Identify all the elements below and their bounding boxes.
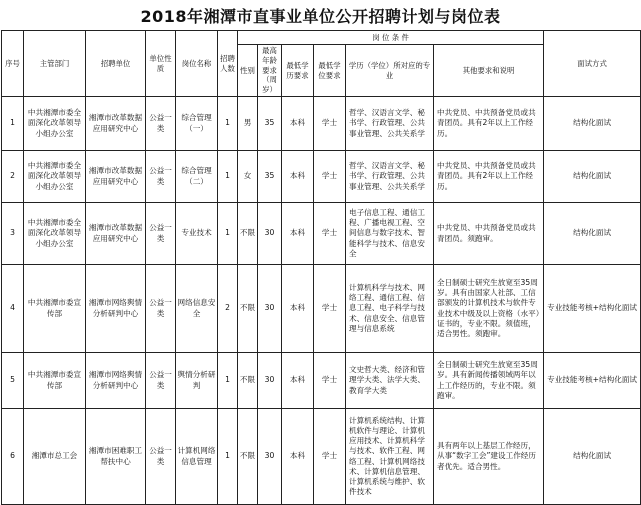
cell-gender: 不限	[238, 353, 258, 409]
cell-exam: 结构化面试	[544, 409, 641, 505]
cell-unit: 湘潭市困难职工帮扶中心	[86, 409, 146, 505]
cell-min-edu: 本科	[282, 353, 314, 409]
cell-min-edu: 本科	[282, 265, 314, 353]
cell-unit: 湘潭市网络舆情分析研判中心	[86, 265, 146, 353]
cell-nature: 公益一类	[146, 203, 176, 265]
cell-seq: 6	[2, 409, 24, 505]
cell-min-degree: 学士	[314, 265, 346, 353]
cell-max-age: 35	[258, 151, 282, 203]
cell-major: 计算机系统结构、计算机软件与理论、计算机应用技术、计算机科学与技术、软件工程、网络工程、计算机网络技术、计算机信息管理、计算机系统与维护、软件技术	[346, 409, 434, 505]
cell-count: 1	[218, 353, 238, 409]
cell-post: 网络信息安全	[176, 265, 218, 353]
table-row	[2, 265, 641, 353]
cell-unit: 湘潭市网络舆情分析研判中心	[86, 353, 146, 409]
cell-min-edu: 本科	[282, 151, 314, 203]
cell-post: 综合管理（一）	[176, 97, 218, 151]
cell-min-degree: 学士	[314, 353, 346, 409]
cell-other: 具有两年以上基层工作经历，从事“数字工会”建设工作经历者优先。适合男性。	[434, 409, 544, 505]
cell-gender: 男	[238, 97, 258, 151]
header-post: 岗位名称	[176, 31, 218, 97]
cell-post: 专业技术	[176, 203, 218, 265]
cell-gender: 不限	[238, 203, 258, 265]
cell-major: 哲学、汉语言文学、秘书学、行政管理、公共事业管理、公共关系学	[346, 151, 434, 203]
header-unit: 招聘单位	[86, 31, 146, 97]
cell-other: 全日制硕士研究生放宽至35周岁。具有新闻传播领域两年以上工作经历的，专业不限。须跑审。	[434, 353, 544, 409]
cell-nature: 公益一类	[146, 353, 176, 409]
cell-dept: 中共湘潭市委全面深化改革领导小组办公室	[24, 203, 86, 265]
cell-other: 全日制硕士研究生放宽至35周岁。具有由国家人社部、工信部颁发的计算机技术与软件专业技术中级及以上资格（水平）证书的，专业不限。须值班，适合男性。须跑审。	[434, 265, 544, 353]
cell-seq: 3	[2, 203, 24, 265]
cell-seq: 4	[2, 265, 24, 353]
cell-seq: 1	[2, 97, 24, 151]
cell-dept: 中共湘潭市委全面深化改革领导小组办公室	[24, 151, 86, 203]
table-row	[2, 97, 641, 151]
header-row-1	[2, 31, 641, 45]
cell-unit: 湘潭市改革数据应用研究中心	[86, 203, 146, 265]
cell-gender: 不限	[238, 265, 258, 353]
header-min-degree: 最低学位要求	[314, 45, 346, 97]
page-title: 2018年湘潭市直事业单位公开招聘计划与岗位表	[140, 7, 501, 26]
header-min-edu: 最低学历要求	[282, 45, 314, 97]
cell-count: 1	[218, 97, 238, 151]
cell-min-degree: 学士	[314, 97, 346, 151]
header-gender: 性别	[238, 45, 258, 97]
cell-max-age: 30	[258, 265, 282, 353]
cell-count: 1	[218, 409, 238, 505]
cell-post: 舆情分析研判	[176, 353, 218, 409]
cell-other: 中共党员、中共预备党员或共青团员。具有2年以上工作经历。	[434, 151, 544, 203]
cell-exam: 专业技能考核+结构化面试	[544, 353, 641, 409]
cell-count: 1	[218, 151, 238, 203]
header-major: 学历（学位）所对应的专业	[346, 45, 434, 97]
cell-gender: 不限	[238, 409, 258, 505]
cell-major: 电子信息工程、通信工程、广播电视工程、空间信息与数字技术、智能科学与技术、信息安全	[346, 203, 434, 265]
cell-major: 文史哲大类、经济和管理学大类、法学大类、教育学大类	[346, 353, 434, 409]
cell-post: 综合管理（二）	[176, 151, 218, 203]
cell-dept: 中共湘潭市委宣传部	[24, 265, 86, 353]
cell-exam: 专业技能考核+结构化面试	[544, 265, 641, 353]
header-count: 招聘人数	[218, 31, 238, 97]
cell-nature: 公益一类	[146, 409, 176, 505]
cell-min-degree: 学士	[314, 409, 346, 505]
header-dept: 主管部门	[24, 31, 86, 97]
cell-min-edu: 本科	[282, 203, 314, 265]
cell-other: 中共党员、中共预备党员或共青团员。具有2年以上工作经历。	[434, 97, 544, 151]
cell-nature: 公益一类	[146, 97, 176, 151]
cell-max-age: 30	[258, 353, 282, 409]
cell-nature: 公益一类	[146, 265, 176, 353]
cell-post: 计算机网络信息管理	[176, 409, 218, 505]
recruitment-table	[1, 30, 641, 505]
cell-unit: 湘潭市改革数据应用研究中心	[86, 151, 146, 203]
header-exam: 面试方式	[544, 31, 641, 97]
header-other: 其他要求和说明	[434, 45, 544, 97]
cell-dept: 中共湘潭市委全面深化改革领导小组办公室	[24, 97, 86, 151]
cell-max-age: 30	[258, 203, 282, 265]
cell-max-age: 30	[258, 409, 282, 505]
table-row	[2, 151, 641, 203]
cell-nature: 公益一类	[146, 151, 176, 203]
cell-dept: 湘潭市总工会	[24, 409, 86, 505]
cell-exam: 结构化面试	[544, 151, 641, 203]
table-row	[2, 409, 641, 505]
cell-seq: 5	[2, 353, 24, 409]
cell-unit: 湘潭市改革数据应用研究中心	[86, 97, 146, 151]
header-conditions: 岗 位 条 件	[238, 31, 544, 45]
table-row	[2, 203, 641, 265]
cell-major: 哲学、汉语言文学、秘书学、行政管理、公共事业管理、公共关系学	[346, 97, 434, 151]
header-nature: 单位性质	[146, 31, 176, 97]
cell-count: 1	[218, 203, 238, 265]
cell-min-degree: 学士	[314, 151, 346, 203]
cell-other: 中共党员、中共预备党员或共青团员。须跑审。	[434, 203, 544, 265]
cell-seq: 2	[2, 151, 24, 203]
cell-min-edu: 本科	[282, 97, 314, 151]
cell-max-age: 35	[258, 97, 282, 151]
cell-dept: 中共湘潭市委宣传部	[24, 353, 86, 409]
cell-min-degree: 学士	[314, 203, 346, 265]
cell-exam: 结构化面试	[544, 97, 641, 151]
cell-exam: 结构化面试	[544, 203, 641, 265]
cell-count: 2	[218, 265, 238, 353]
header-max-age: 最高年龄要求（周岁）	[258, 45, 282, 97]
cell-major: 计算机科学与技术、网络工程、通信工程、信息工程、电子科学与技术、信息安全、信息管理与信息系统	[346, 265, 434, 353]
table-row	[2, 353, 641, 409]
header-seq: 序号	[2, 31, 24, 97]
cell-min-edu: 本科	[282, 409, 314, 505]
cell-gender: 女	[238, 151, 258, 203]
